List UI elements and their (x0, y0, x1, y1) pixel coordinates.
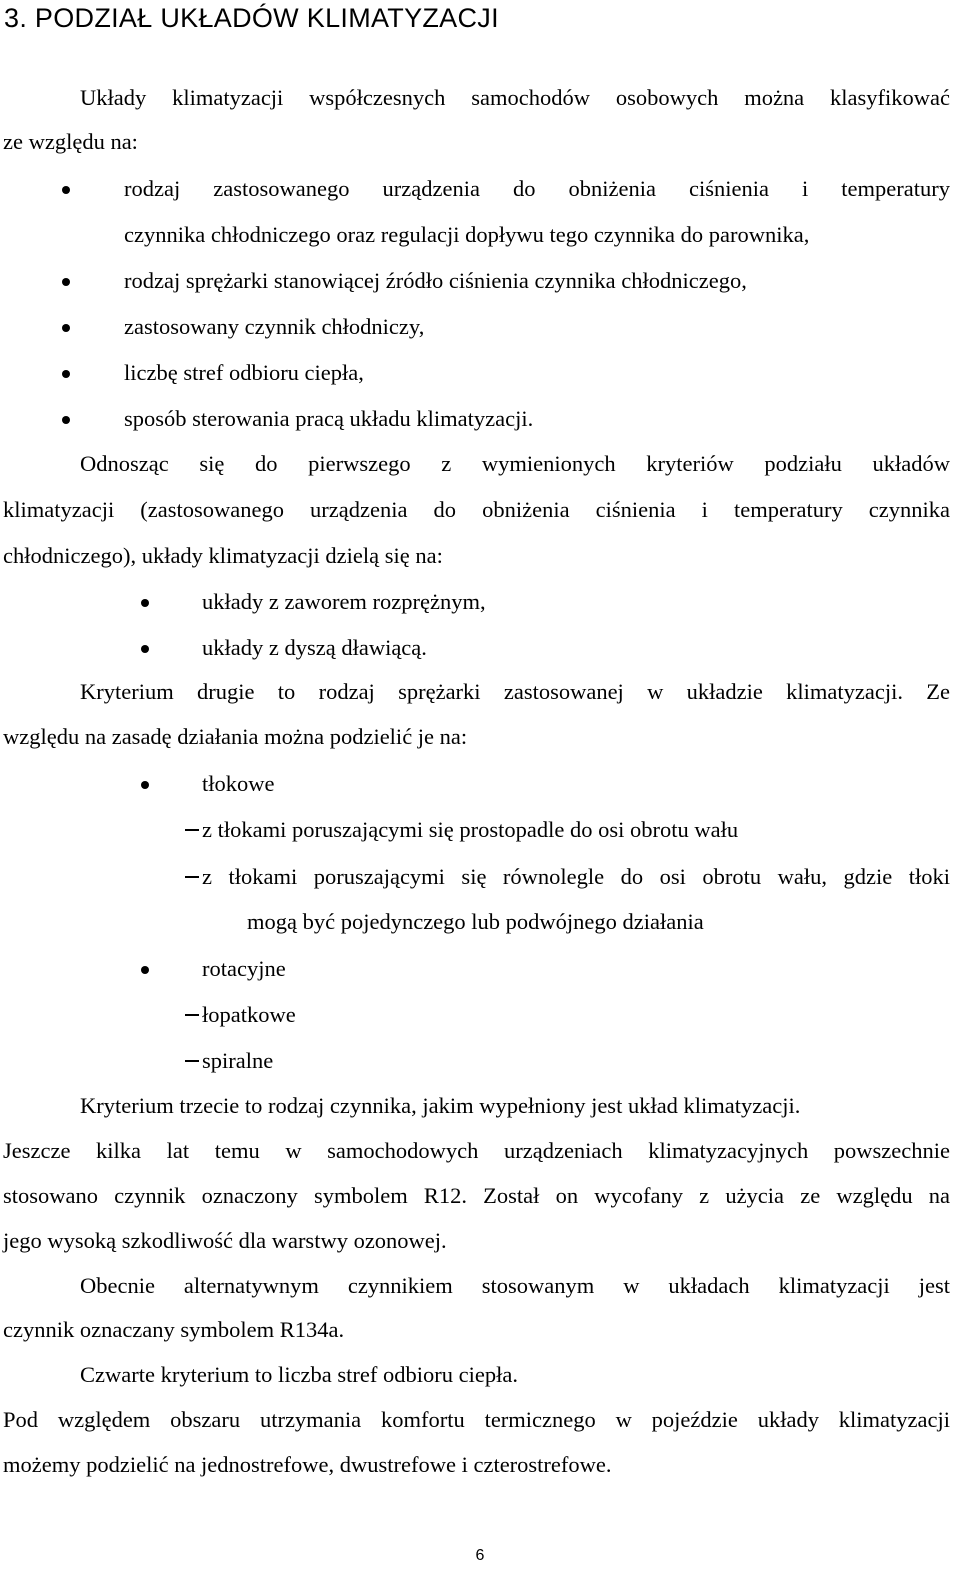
paragraph-line: ze względu na: (3, 129, 138, 154)
sub-list-item: łopatkowe (202, 1002, 296, 1027)
paragraph-line: względu na zasadę działania można podzielić je na: (3, 724, 468, 749)
paragraph-line: czynnik oznaczany symbolem R134a. (3, 1317, 345, 1342)
paragraph-line: klimatyzacji (zastosowanego urządzenia do obniżenia ciśnienia i temperatury czynnika (3, 497, 950, 522)
bullet-icon (141, 781, 149, 789)
paragraph-line: jego wysoką szkodliwość dla warstwy ozonowej. (3, 1228, 447, 1253)
paragraph-line: Obecnie alternatywnym czynnikiem stosowanym w układach klimatyzacji jest (80, 1273, 950, 1298)
list-item: rodzaj zastosowanego urządzenia do obniżenia ciśnienia i temperatury (124, 176, 950, 201)
list-item: układy z dyszą dławiącą. (202, 635, 427, 660)
paragraph-line: stosowano czynnik oznaczony symbolem R12. Został on wycofany z użycia ze względu na (3, 1183, 950, 1208)
list-item: liczbę stref odbioru ciepła, (124, 360, 364, 385)
paragraph-line: Kryterium drugie to rodzaj sprężarki zastosowanej w układzie klimatyzacji. Ze (80, 679, 950, 704)
paragraph-line: Układy klimatyzacji współczesnych samochodów osobowych można klasyfikować (80, 85, 950, 110)
paragraph-line: możemy podzielić na jednostrefowe, dwustrefowe i czterostrefowe. (3, 1452, 612, 1477)
bullet-icon (62, 370, 70, 378)
bullet-icon (62, 278, 70, 286)
paragraph-line: Odnosząc się do pierwszego z wymienionych kryteriów podziału układów (80, 451, 950, 476)
list-item-continuation: czynnika chłodniczego oraz regulacji dopływu tego czynnika do parownika, (124, 222, 810, 247)
bullet-icon (141, 645, 149, 653)
list-item: układy z zaworem rozprężnym, (202, 589, 486, 614)
dash-icon (185, 829, 199, 831)
dash-icon (185, 876, 199, 878)
list-item: zastosowany czynnik chłodniczy, (124, 314, 425, 339)
sub-list-item: z tłokami poruszającymi się prostopadle do osi obrotu wału (202, 817, 739, 842)
sub-list-item: z tłokami poruszającymi się równolegle do osi obrotu wału, gdzie tłoki (202, 864, 950, 889)
bullet-icon (62, 324, 70, 332)
bullet-icon (62, 186, 70, 194)
dash-icon (185, 1060, 199, 1062)
section-heading: 3. PODZIAŁ UKŁADÓW KLIMATYZACJI (4, 3, 499, 33)
paragraph-line: Czwarte kryterium to liczba stref odbioru ciepła. (80, 1362, 518, 1387)
dash-icon (185, 1014, 199, 1016)
paragraph-line: chłodniczego), układy klimatyzacji dzielą się na: (3, 543, 443, 568)
list-item: rodzaj sprężarki stanowiącej źródło ciśnienia czynnika chłodniczego, (124, 268, 747, 293)
paragraph-line: Jeszcze kilka lat temu w samochodowych urządzeniach klimatyzacyjnych powszechnie (3, 1138, 950, 1163)
paragraph-line: Pod względem obszaru utrzymania komfortu termicznego w pojeździe układy klimatyzacji (3, 1407, 950, 1432)
sub-list-item-continuation: mogą być pojedynczego lub podwójnego działania (247, 909, 704, 934)
paragraph-line: Kryterium trzecie to rodzaj czynnika, jakim wypełniony jest układ klimatyzacji. (80, 1093, 801, 1118)
list-item: tłokowe (202, 771, 275, 796)
bullet-icon (141, 599, 149, 607)
list-item: rotacyjne (202, 956, 286, 981)
bullet-icon (62, 416, 70, 424)
bullet-icon (141, 966, 149, 974)
list-item: sposób sterowania pracą układu klimatyzacji. (124, 406, 534, 431)
sub-list-item: spiralne (202, 1048, 274, 1073)
page-number: 6 (475, 1547, 485, 1564)
